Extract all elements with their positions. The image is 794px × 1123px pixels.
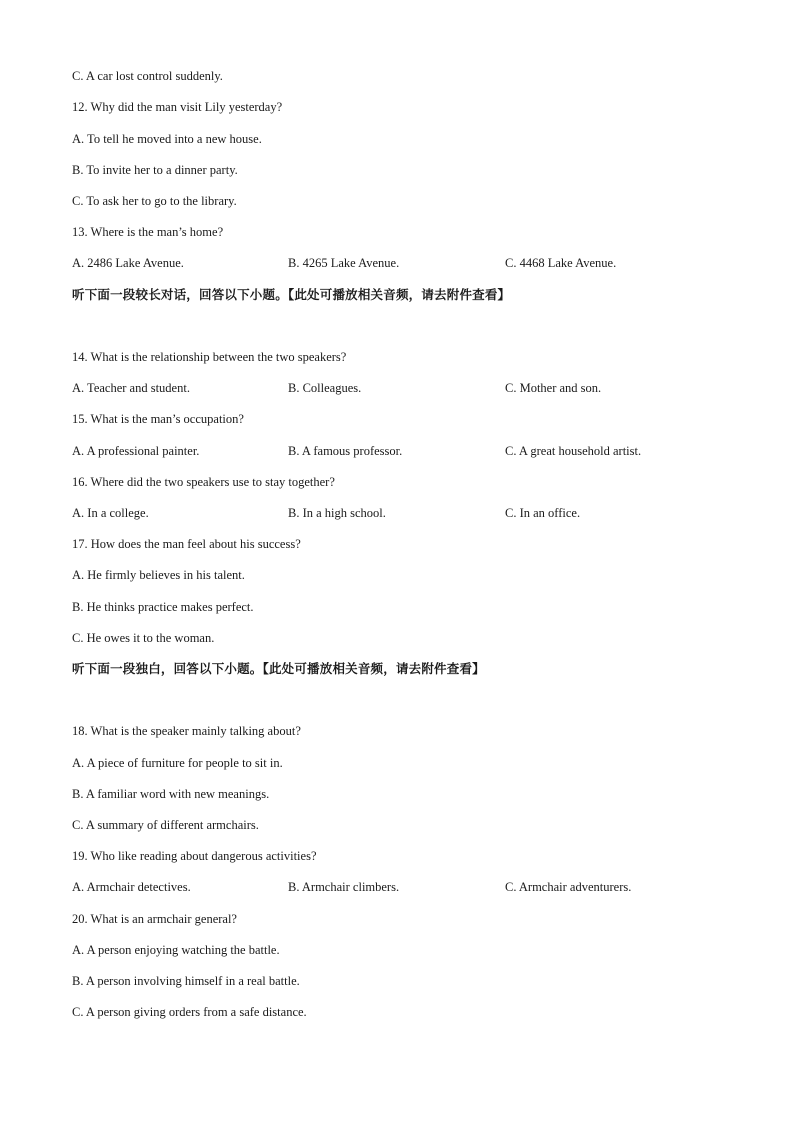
q13-option-a: A. 2486 Lake Avenue.: [72, 256, 184, 270]
q14-option-b: B. Colleagues.: [288, 381, 362, 395]
q16-option-a: A. In a college.: [72, 506, 149, 520]
q15-question: 15. What is the man’s occupation?: [72, 412, 244, 426]
q19-option-b: B. Armchair climbers.: [288, 880, 400, 894]
q17-option-b: B. He thinks practice makes perfect.: [72, 600, 254, 614]
q17-option-c: C. He owes it to the woman.: [72, 631, 215, 645]
q12-option-b: B. To invite her to a dinner party.: [72, 163, 238, 177]
q13-option-b: B. 4265 Lake Avenue.: [288, 256, 400, 270]
q18-option-c: C. A summary of different armchairs.: [72, 818, 259, 832]
section-instruction-long-dialogue: 听下面一段较长对话，回答以下小题。【此处可播放相关音频，请去附件查看】: [72, 287, 511, 302]
q19-options: [72, 879, 722, 895]
q13-question: 13. Where is the man’s home?: [72, 225, 224, 239]
q17-question: 17. How does the man feel about his success?: [72, 537, 301, 551]
q18-option-b: B. A familiar word with new meanings.: [72, 787, 270, 801]
q17-option-a: A. He firmly believes in his talent.: [72, 568, 245, 582]
q20-option-c: C. A person giving orders from a safe distance.: [72, 1005, 307, 1019]
q15-option-a: A. A professional painter.: [72, 444, 200, 458]
q13-options: [72, 255, 722, 271]
q13-option-c: C. 4468 Lake Avenue.: [505, 256, 617, 270]
q20-option-b: B. A person involving himself in a real battle.: [72, 974, 300, 988]
q18-question: 18. What is the speaker mainly talking about?: [72, 724, 301, 738]
q14-option-a: A. Teacher and student.: [72, 381, 190, 395]
q16-options: [72, 505, 722, 521]
q14-option-c: C. Mother and son.: [505, 381, 602, 395]
q11-option-c: C. A car lost control suddenly.: [72, 69, 223, 83]
q19-question: 19. Who like reading about dangerous activities?: [72, 849, 317, 863]
section-instruction-monologue: 听下面一段独白，回答以下小题。【此处可播放相关音频，请去附件查看】: [72, 661, 485, 676]
q15-option-c: C. A great household artist.: [505, 444, 642, 458]
q16-option-b: B. In a high school.: [288, 506, 386, 520]
q14-options: [72, 380, 722, 396]
q18-option-a: A. A piece of furniture for people to sit in.: [72, 756, 283, 770]
q15-options: [72, 443, 722, 459]
q12-question: 12. Why did the man visit Lily yesterday?: [72, 100, 283, 114]
q16-option-c: C. In an office.: [505, 506, 581, 520]
q16-question: 16. Where did the two speakers use to stay together?: [72, 475, 335, 489]
q19-option-a: A. Armchair detectives.: [72, 880, 191, 894]
q12-option-c: C. To ask her to go to the library.: [72, 194, 237, 208]
q19-option-c: C. Armchair adventurers.: [505, 880, 632, 894]
q14-question: 14. What is the relationship between the two speakers?: [72, 350, 347, 364]
q20-question: 20. What is an armchair general?: [72, 912, 237, 926]
q15-option-b: B. A famous professor.: [288, 444, 403, 458]
q12-option-a: A. To tell he moved into a new house.: [72, 132, 262, 146]
q20-option-a: A. A person enjoying watching the battle.: [72, 943, 280, 957]
